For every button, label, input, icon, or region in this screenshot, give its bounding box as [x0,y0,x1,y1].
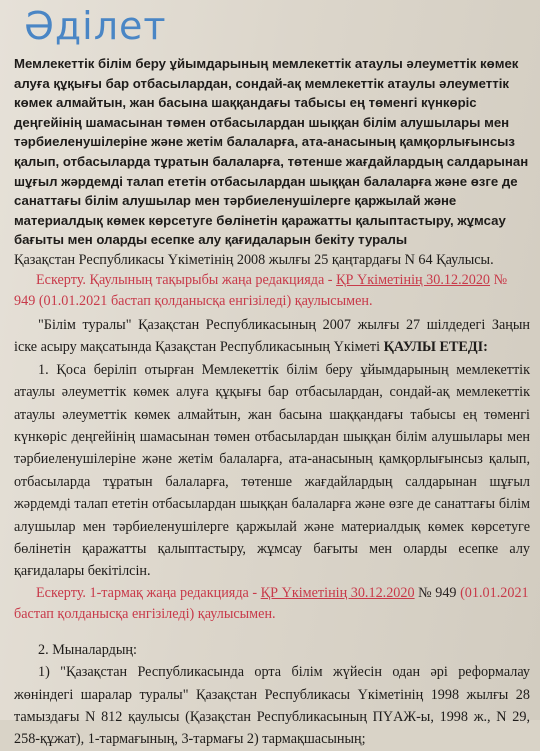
note-suffix: № 949 (01.01.2021 бастап қолданысқа енгізіледі) қаулысымен. [14,271,508,309]
item-1: 1. Қоса беріліп отырған Мемлекеттік білім беру ұйымдарының мемлекеттік атаулы әлеуметтік көмек алуға құқығы бар отбасылардан, сондай-ақ мемлекеттік атаулы әлеуметтік көмек алмайтын, жан басына шаққандағы табысы ең төменгі күнкөріс деңгейінің шамасынан төмен отбасылардан шыққан білім алушылары мен тәрбиеленушілеріне және жетім балаларға, ата-анасының қамқорлығынсыз қалып, отбасыларда тұратын балаларға, төтенше жағдайлардың салдарынан шұғыл жәрдемді талап ететін отбасылардан шыққан балаларға және өзге де санаттағы білім алушылар мен тәрбиеленушілерге қаржылай және материалдық көмек көрсетуге бөлінетін қаражатты қалыптастыру, жұмсау бағыты мен оларды есепке алу қағидалары бекітілсін. [14,361,530,580]
amendment-link-2[interactable]: ҚР Үкіметінің 30.12.2020 [260,584,415,601]
preamble-text: "Білім туралы" Қазақстан Республикасының 2007 жылғы 27 шілдедегі Заңын іске асыру мақсатында Қазақстан Республикасының Үкіметі [14,316,530,356]
item-2-1: 1) "Қазақстан Республикасында орта білім жүйесін одан әрі реформалау жөніндегі шаралар туралы" Қазақстан Республикасы Үкіметінің 1998 жылғы 28 тамыздағы N 812 қаулысы (Қазақстан Республикасының ПҮАЖ-ы, 1998 ж., N 29, 258-құжат), 1-тармағының, 3-тармағы 2) тармақшасының; [14,664,530,748]
document-title: Мемлекеттік білім беру ұйымдарының мемлекеттік атаулы әлеуметтік көмек алуға құқығы бар отбасылардан, сондай-ақ мемлекеттік атаулы әлеуметтік көмек алмайтын, жан басына шаққандағы табысы ең төменгі күнкөріс деңгейінің шамасынан төмен отбасылардан шыққан білім алушылары мен тәрбиеленушілеріне және жетім балаларға, ата-анасының қамқорлығынсыз қалып, отбасыларда тұратын балаларға, төтенше жағдайлардың салдарынан шұғыл жәрдемді талап ететін отбасылардан шыққан балаларға және өзге де санаттағы білім алушылар мен тәрбиеленушілерге қаржылай және материалдық көмек көрсетуге бөлінетін қаражатты қалыптастыру, жұмсау бағыты мен оларды есепке алу қағидаларын бекіту туралы [14,56,529,248]
preamble-bold: ҚАУЛЫ ЕТЕДІ: [383,339,488,356]
note2-number: № 949 [414,584,457,601]
note2-prefix: Ескерту. 1-тармақ жаңа редакцияда - [36,584,261,601]
note-title-amendment [14,270,530,312]
note-item1-amendment [14,583,530,625]
preamble [14,314,530,359]
adilet-logo: Әділет [24,4,167,48]
note-prefix: Ескерту. Қаулының тақырыбы жаңа редакцияда - [36,271,337,288]
spacer [14,625,530,639]
item-2: 2. Мыналардың: [38,641,137,658]
decree-line: Қазақстан Республикасы Үкіметінің 2008 жылғы 25 қаңтардағы N 64 Қаулысы. [14,251,494,268]
amendment-link[interactable]: ҚР Үкіметінің 30.12.2020 [336,271,491,288]
note2-suffix: (01.01.2021 бастап қолданысқа енгізіледі) қаулысымен. [14,584,529,622]
